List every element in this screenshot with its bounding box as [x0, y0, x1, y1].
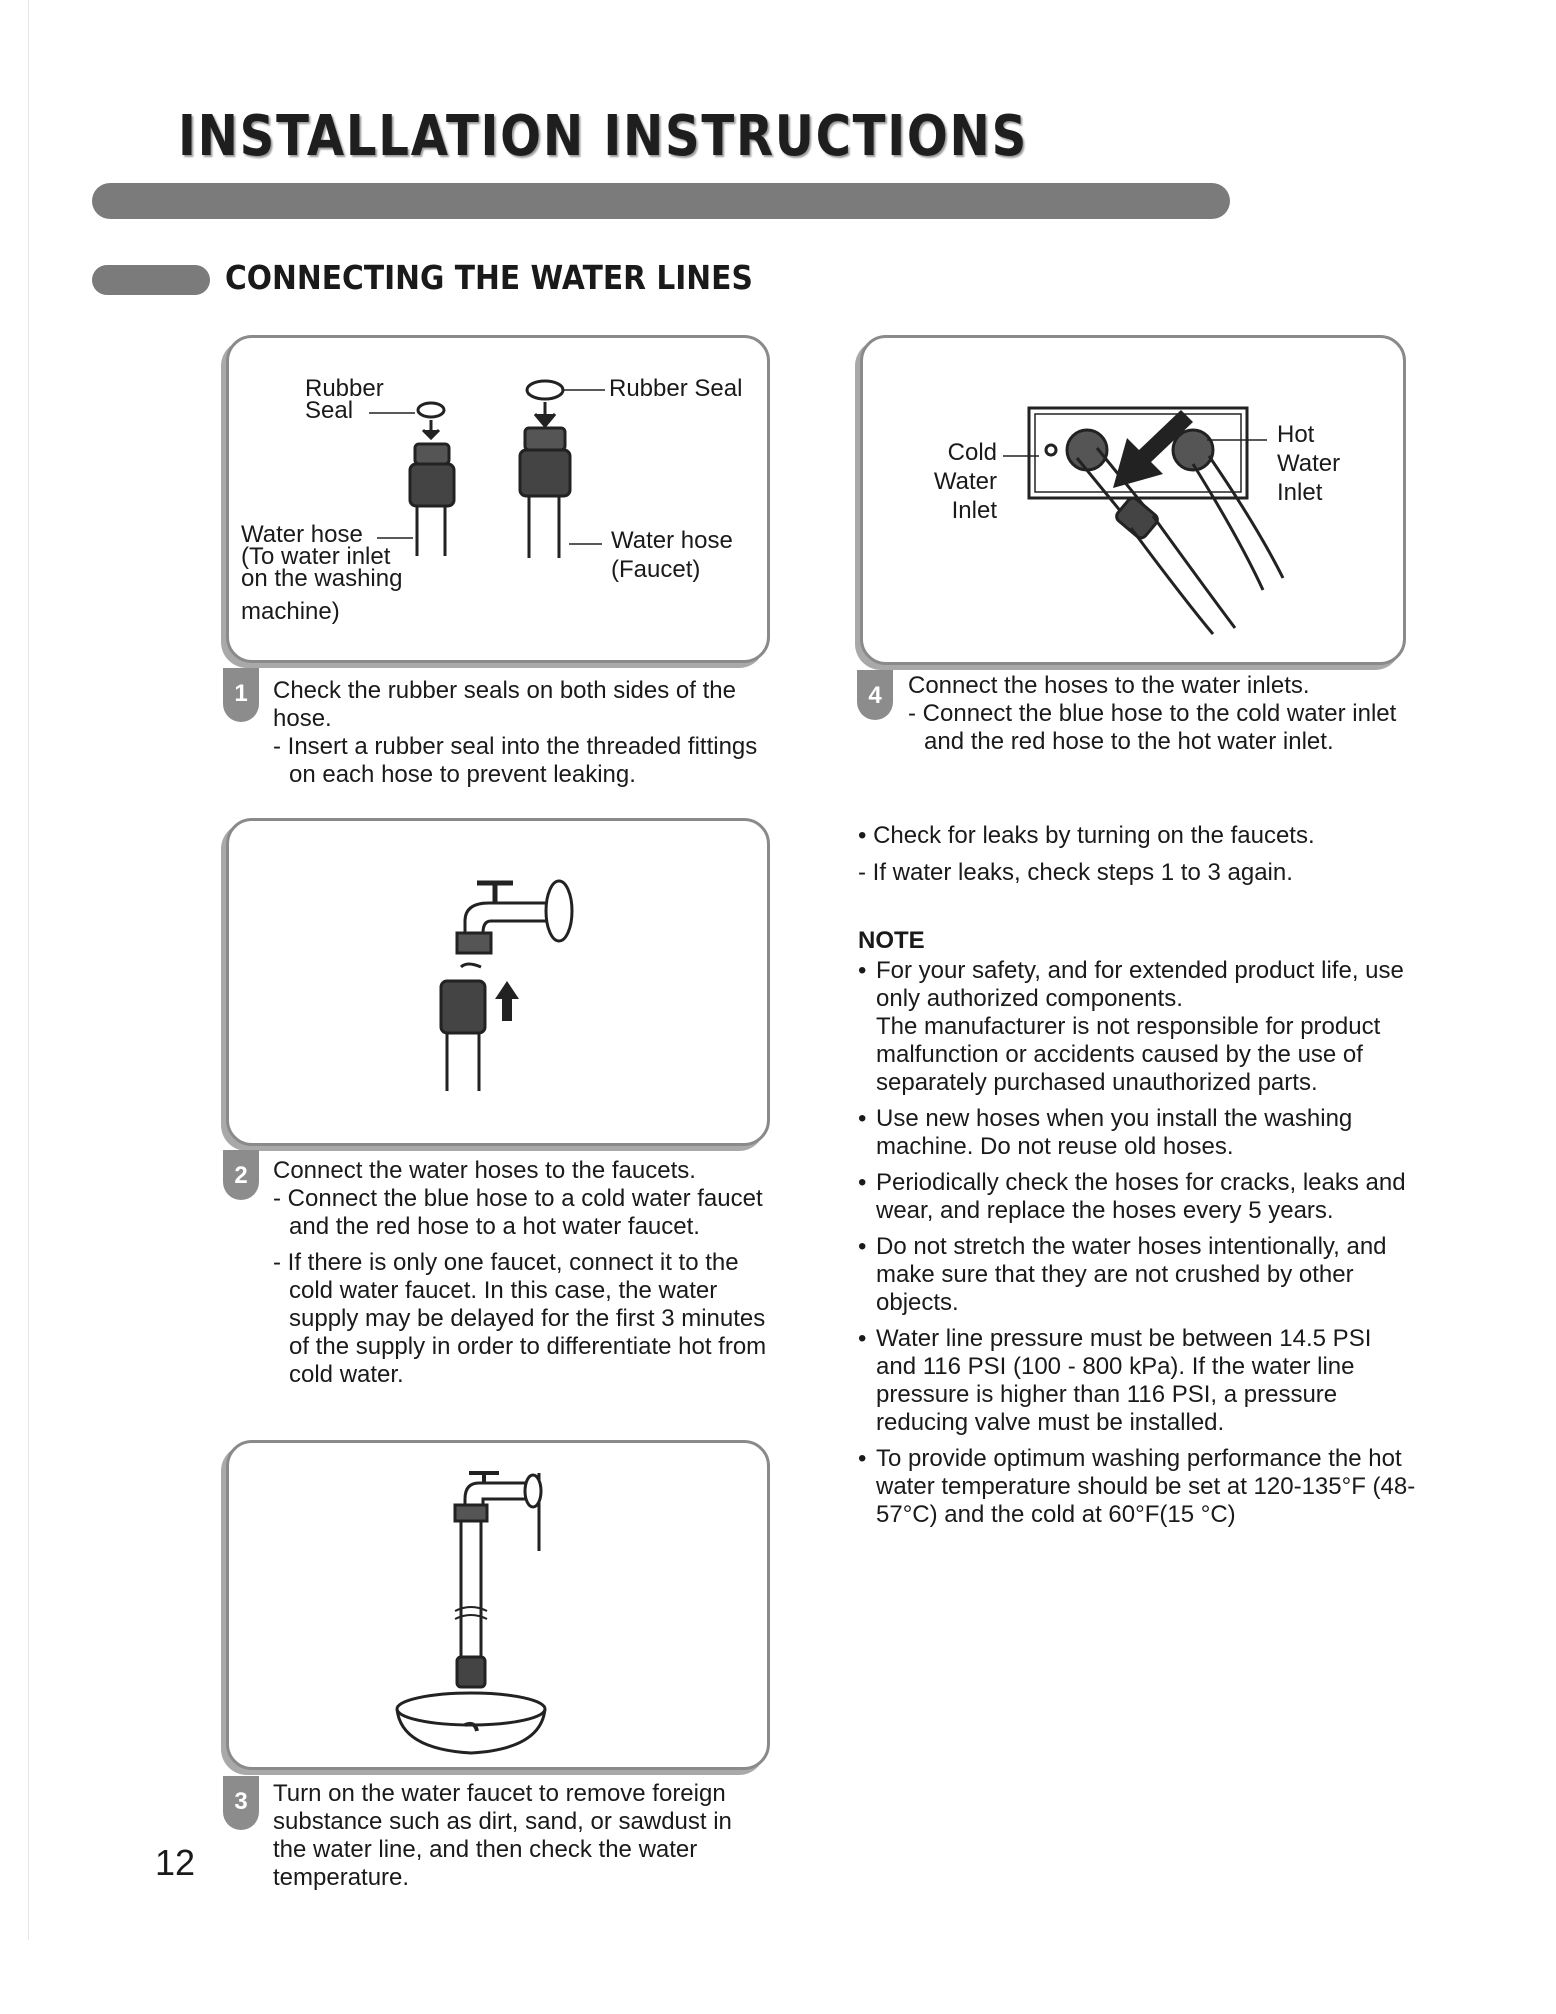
note-item: • Use new hoses when you install the washing machine. Do not reuse old hoses. [858, 1105, 1418, 1161]
note-item: • Periodically check the hoses for cracks, leaks and wear, and replace the hoses every 5 years. [858, 1169, 1418, 1225]
notes-column [858, 822, 1418, 1537]
step-4-main: Connect the hoses to the water inlets. [908, 672, 1310, 699]
diagram-rubber-seals [226, 335, 770, 663]
label-hot-water-inlet: Hot Water Inlet [1277, 421, 1341, 506]
check-leaks-text: • Check for leaks by turning on the faucets. [858, 822, 1315, 849]
note-item: • To provide optimum washing performance the hot water temperature should be set at 120-135°F (48-57°C) and the cold at 60°F(15 °C) [858, 1445, 1418, 1529]
faucet-connection-illustration [229, 821, 773, 1149]
step-3-text [273, 1780, 753, 1892]
page-number: 12 [155, 1842, 196, 1883]
step-1-main: Check the rubber seals on both sides of the hose. [273, 677, 736, 732]
step-number-tab-2: 2 [223, 1150, 259, 1200]
note-item: • For your safety, and for extended product life, use only authorized components. The manufacturer is not responsible for product malfunction or accidents caused by the use of separately purchased unauthorized parts. [858, 957, 1418, 1097]
label-water-hose-inlet-last: machine) [241, 598, 340, 625]
page-edge-line [28, 0, 29, 1940]
step-2-sub-2: - If there is only one faucet, connect it to the cold water faucet. In this case, the water supply may be delayed for the first 3 minutes of the supply in order to differentiate hot from cold water. [273, 1249, 767, 1388]
label-water-hose-faucet: Water hose (Faucet) [611, 527, 733, 583]
step-2-sub-1: - Connect the blue hose to a cold water faucet and the red hose to a hot water faucet. [273, 1185, 763, 1240]
title-underline-bar [92, 183, 1230, 219]
label-rubber-seal-left: Rubber Seal [305, 375, 384, 424]
diagram-faucet-connection [226, 818, 770, 1146]
step-2-main: Connect the water hoses to the faucets. [273, 1157, 696, 1184]
step-1-sub-1: - Insert a rubber seal into the threaded fittings on each hose to prevent leaking. [273, 733, 758, 788]
label-water-hose-inlet: Water hose (To water inlet on the washing [241, 521, 403, 592]
step-4-sub-1: - Connect the blue hose to the cold water inlet and the red hose to the hot water inlet. [908, 700, 1397, 755]
step-number-tab-3: 3 [223, 1776, 259, 1830]
check-leaks-followup: - If water leaks, check steps 1 to 3 again. [858, 859, 1293, 886]
diagram-flush-water-line [226, 1440, 770, 1770]
section-pill-marker [92, 265, 210, 295]
step-number-tab-4: 4 [857, 670, 893, 720]
diagram-water-inlets [860, 335, 1406, 665]
step-2-text [273, 1157, 773, 1389]
flush-line-illustration [229, 1443, 773, 1773]
note-heading: NOTE [858, 927, 925, 954]
step-4-text [908, 672, 1408, 756]
step-3-main: Turn on the water faucet to remove foreign substance such as dirt, sand, or sawdust in the water line, and then check the water temperature. [273, 1780, 732, 1891]
note-list [858, 957, 1418, 1529]
page-title: INSTALLATION INSTRUCTIONS [178, 104, 1028, 169]
section-title: CONNECTING THE WATER LINES [225, 258, 753, 297]
note-item: • Water line pressure must be between 14.5 PSI and 116 PSI (100 - 800 kPa). If the water line pressure is higher than 116 PSI, a pressure reducing valve must be installed. [858, 1325, 1418, 1437]
label-rubber-seal-right: Rubber Seal [609, 375, 743, 402]
label-cold-water-inlet: Cold Water Inlet [933, 439, 997, 524]
note-item: • Do not stretch the water hoses intentionally, and make sure that they are not crushed by other objects. [858, 1233, 1418, 1317]
step-number-tab-1: 1 [223, 668, 259, 722]
step-1-text [273, 677, 773, 789]
